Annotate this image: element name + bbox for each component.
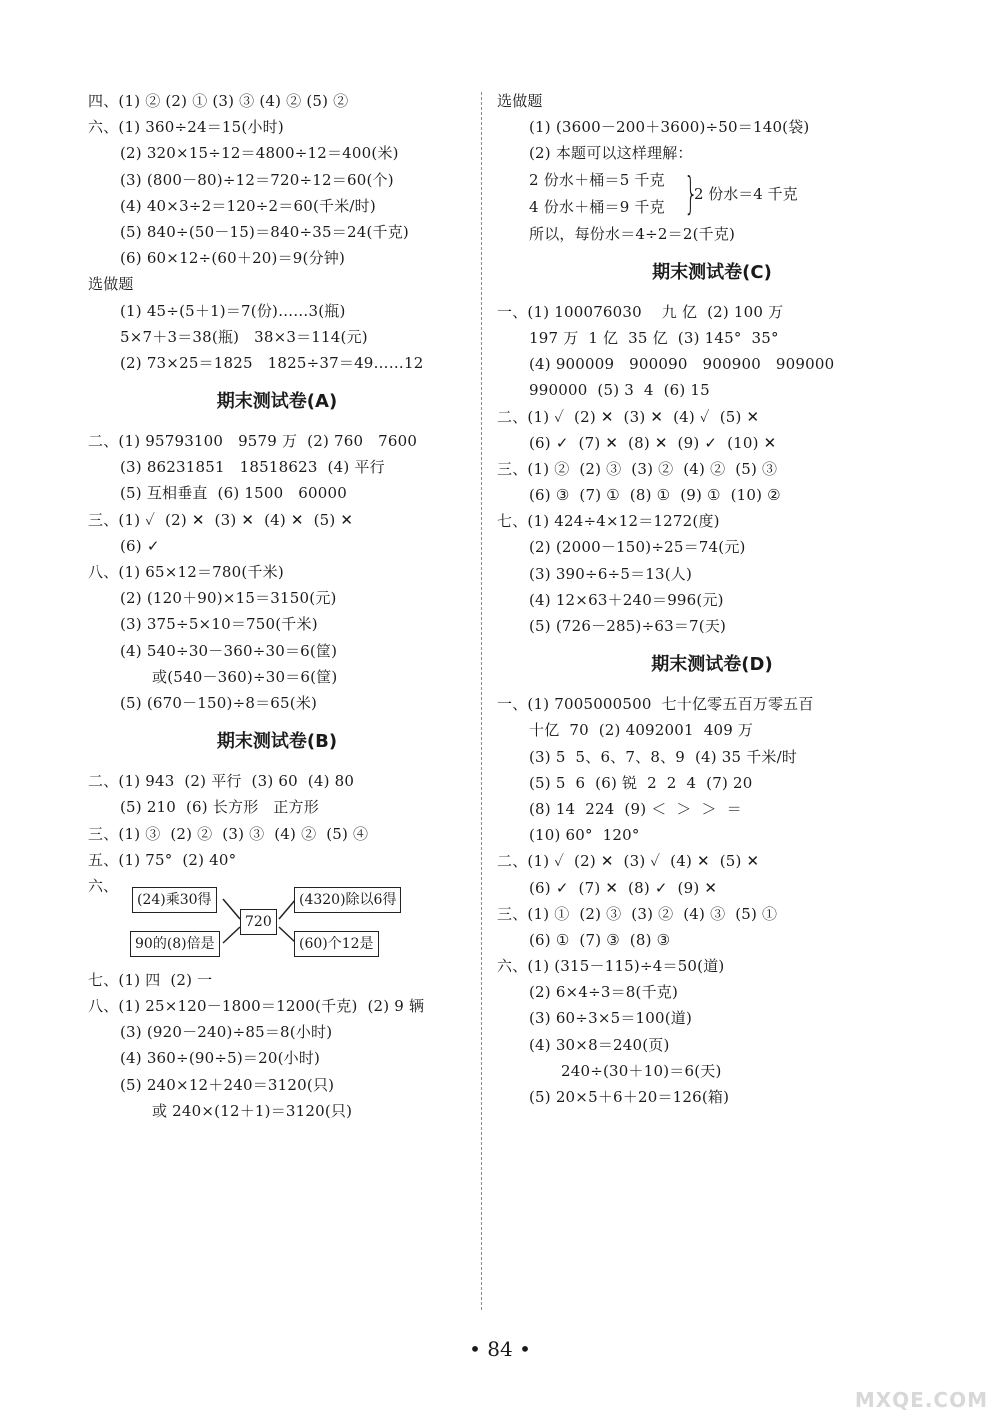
answer-line: 四、(1) ② (2) ① (3) ③ (4) ② (5) ② (88, 92, 349, 110)
answer-line: (5) 210 (6) 长方形 正方形 (120, 798, 319, 817)
section-test-a (88, 428, 466, 716)
section-test-c (497, 299, 927, 639)
answer-line: 八、(1) 65×12＝780(千米) (88, 563, 284, 581)
answer-line: 三、(1) ② (2) ③ (3) ② (4) ② (5) ③ (497, 459, 778, 478)
brace-line-1: 2 份水＋桶＝5 千克 (529, 170, 665, 189)
answer-line: (6) ✓ (7) ✕ (8) ✕ (9) ✓ (10) ✕ (529, 433, 777, 452)
answer-line: 二、(1) ✓ (2) ✕ (3) ✓ (4) ✕ (5) ✕ (497, 852, 760, 871)
answer-line: (3) 375÷5×10＝750(千米) (120, 615, 318, 634)
answer-line: 或(540－360)÷30＝6(筐) (152, 667, 338, 686)
answer-line: (5) 20×5＋6＋20＝126(箱) (529, 1088, 730, 1106)
right-column (497, 88, 927, 1110)
answer-line: 选做题 (88, 275, 134, 294)
answer-line: 或 240×(12＋1)＝3120(只) (152, 1101, 353, 1120)
answer-line: (4) 360÷(90÷5)＝20(小时) (120, 1049, 321, 1068)
answer-line: 三、(1) ③ (2) ② (3) ③ (4) ② (5) ④ (88, 824, 369, 843)
answer-line: 七、(1) 四 (2) 一 (88, 970, 213, 989)
answer-line: 六、(1) (315－115)÷4＝50(道) (497, 957, 725, 976)
answer-line: 5×7＋3＝38(瓶) 38×3＝114(元) (120, 327, 368, 346)
answer-line: (4) 12×63＋240＝996(元) (529, 590, 724, 609)
answer-line: (5) 5 6 (6) 锐 2 2 4 (7) 20 (529, 773, 753, 792)
answer-line: 一、(1) 7005000500 七十亿零五百万零五百 (497, 695, 814, 714)
answer-line: (4) 30×8＝240(页) (529, 1035, 670, 1054)
box-bottom-left: 90的(8)倍是 (130, 931, 220, 957)
answer-line: 二、(1) ✓ (2) ✕ (3) ✕ (4) ✓ (5) ✕ (497, 407, 760, 426)
answer-line: (3) 5 5、6、7、8、9 (4) 35 千米/时 (529, 747, 798, 766)
answer-line: (5) 互相垂直 (6) 1500 60000 (120, 484, 347, 503)
answer-line: (1) (3600－200＋3600)÷50＝140(袋) (529, 118, 810, 137)
box-center: 720 (240, 909, 277, 935)
answer-line: (3) (800－80)÷12＝720÷12＝60(个) (120, 170, 394, 189)
answer-line: (2) (2000－150)÷25＝74(元) (529, 538, 746, 557)
section-test-b-continued (88, 967, 466, 1124)
answer-line: (5) 240×12＋240＝3120(只) (120, 1075, 335, 1094)
answer-line: (3) 390÷6÷5＝13(人) (529, 564, 693, 583)
brace-equations (497, 167, 927, 221)
answer-line: (6) ① (7) ③ (8) ③ (529, 930, 671, 949)
answer-line: (5) (726－285)÷63＝7(天) (529, 617, 727, 635)
left-column (88, 88, 466, 1124)
brace-line-2: 4 份水＋桶＝9 千克 (529, 197, 665, 216)
watermark-logo (792, 1344, 992, 1414)
heading-test-b: 期末测试卷(B) (216, 731, 338, 753)
section-test-b (88, 768, 466, 873)
heading-test-c: 期末测试卷(C) (652, 261, 772, 283)
watermark-text: MXQE.COM (854, 1388, 988, 1412)
answer-line: (6) ✓ (120, 536, 160, 555)
answer-line: 240÷(30＋10)＝6(天) (561, 1061, 722, 1080)
answer-line: (2) 73×25＝1825 1825÷37＝49……12 (120, 353, 424, 372)
box-top-right: (4320)除以6得 (294, 887, 401, 913)
answer-line: (3) (920－240)÷85＝8(小时) (120, 1023, 333, 1042)
answer-line: (3) 60÷3×5＝100(道) (529, 1009, 693, 1028)
answer-line: (2) 本题可以这样理解： (529, 144, 693, 163)
page-number: • 84 • (469, 1337, 531, 1361)
right-section-top-b (497, 221, 927, 247)
answer-line: 八、(1) 25×120－1800＝1200(千克) (2) 9 辆 (88, 997, 425, 1016)
column-divider (481, 92, 482, 1310)
box-bottom-right: (60)个12是 (294, 931, 379, 957)
answer-line: (5) 840÷(50－15)＝840÷35＝24(千克) (120, 222, 409, 241)
answer-line: 六、(1) 360÷24＝15(小时) (88, 118, 284, 137)
answer-line: (6) 60×12÷(60＋20)＝9(分钟) (120, 249, 346, 268)
box-top-left: (24)乘30得 (132, 887, 217, 913)
answer-line: 所以，每份水＝4÷2＝2(千克) (529, 224, 736, 243)
answer-line: 五、(1) 75° (2) 40° (88, 850, 237, 869)
right-section-top (497, 88, 927, 167)
answer-line: 三、(1) ✓ (2) ✕ (3) ✕ (4) ✕ (5) ✕ (88, 510, 354, 529)
heading-test-d: 期末测试卷(D) (651, 654, 773, 676)
answer-line: 二、(1) 95793100 9579 万 (2) 760 7600 (88, 432, 418, 451)
answer-line: 197 万 1 亿 35 亿 (3) 145° 35° (529, 328, 779, 347)
number-relation-diagram (88, 873, 466, 967)
section-test-d (497, 691, 927, 1110)
answer-line: (2) 320×15÷12＝4800÷12＝400(米) (120, 144, 399, 163)
diagram-label: 六、 (88, 876, 119, 895)
answer-line: (4) 540÷30－360÷30＝6(筐) (120, 641, 338, 660)
answer-line: 七、(1) 424÷4×12＝1272(度) (497, 512, 720, 531)
answer-line: (10) 60° 120° (529, 826, 640, 845)
answer-line: 990000 (5) 3 4 (6) 15 (529, 381, 710, 400)
answer-line: (5) (670－150)÷8＝65(米) (120, 693, 318, 712)
answer-line: (1) 45÷(5＋1)＝7(份)……3(瓶) (120, 301, 346, 320)
answer-line: (4) 40×3÷2＝120÷2＝60(千米/时) (120, 196, 376, 215)
left-section-top (88, 88, 466, 376)
heading-test-a: 期末测试卷(A) (216, 391, 338, 413)
answer-line: (8) 14 224 (9) ＜ ＞ ＞ ＝ (529, 799, 742, 818)
answer-line: (2) (120＋90)×15＝3150(元) (120, 589, 337, 608)
answer-line: 一、(1) 100076030 九 亿 (2) 100 万 (497, 302, 784, 321)
brace-symbol: } (684, 167, 698, 219)
answer-line: 十亿 70 (2) 4092001 409 万 (529, 721, 754, 740)
answer-line: (2) 6×4÷3＝8(千克) (529, 983, 679, 1002)
answer-line: (6) ③ (7) ① (8) ① (9) ① (10) ② (529, 486, 781, 505)
answer-line: 三、(1) ① (2) ③ (3) ② (4) ③ (5) ① (497, 904, 778, 923)
answer-line: (3) 86231851 18518623 (4) 平行 (120, 458, 385, 477)
answer-line: (6) ✓ (7) ✕ (8) ✓ (9) ✕ (529, 878, 718, 897)
answer-line: 二、(1) 943 (2) 平行 (3) 60 (4) 80 (88, 772, 355, 791)
answer-line: (4) 900009 900090 900900 909000 (529, 355, 835, 374)
answer-line: 选做题 (497, 92, 543, 110)
brace-result: 2 份水＝4 千克 (694, 184, 798, 203)
